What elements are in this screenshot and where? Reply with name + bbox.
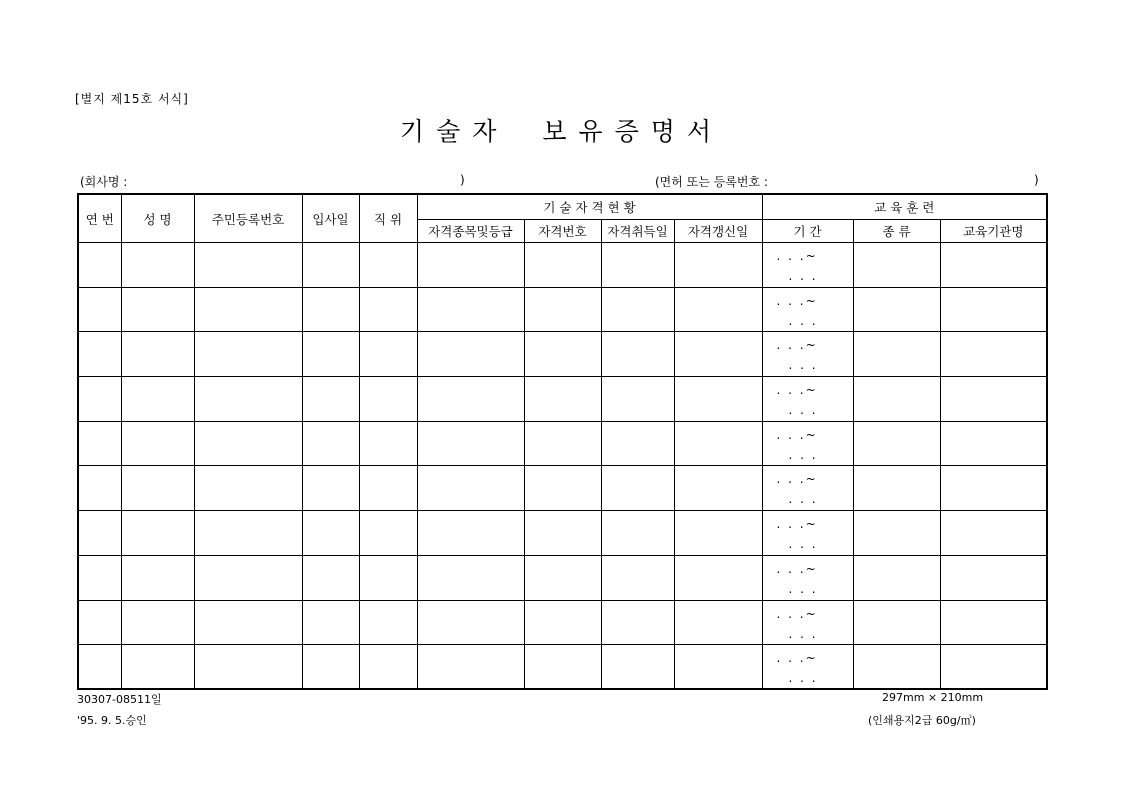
table-cell[interactable] (78, 421, 121, 466)
table-cell[interactable] (194, 377, 302, 422)
table-cell[interactable] (194, 421, 302, 466)
table-cell[interactable] (194, 243, 302, 288)
header-join-date: 입사일 (302, 194, 359, 243)
period-end-placeholder: . . . (788, 581, 818, 596)
table-cell[interactable] (78, 645, 121, 690)
table-cell[interactable] (78, 332, 121, 377)
period-end-placeholder: . . . (788, 358, 818, 373)
table-cell[interactable] (524, 421, 601, 466)
table-cell[interactable] (674, 421, 762, 466)
period-start-placeholder: . . .~ (776, 517, 818, 532)
table-cell[interactable] (601, 377, 674, 422)
header-resident-number: 주민등록번호 (194, 194, 302, 243)
header-qualification-number: 자격번호 (524, 220, 601, 243)
table-cell[interactable] (302, 555, 359, 600)
document-title: 기술자 보유증명서 (399, 117, 724, 146)
table-cell[interactable] (417, 243, 524, 288)
table-cell[interactable] (601, 287, 674, 332)
table-row (78, 645, 1047, 690)
period-start-placeholder: . . .~ (776, 472, 818, 487)
table-cell[interactable] (359, 600, 417, 645)
period-start-placeholder: . . .~ (776, 651, 818, 666)
table-cell[interactable] (524, 555, 601, 600)
header-serial: 연 번 (78, 194, 121, 243)
technician-table (77, 193, 1048, 690)
table-cell[interactable] (940, 600, 1047, 645)
period-end-placeholder: . . . (788, 313, 818, 328)
period-start-placeholder: . . .~ (776, 606, 818, 621)
table-cell[interactable] (359, 377, 417, 422)
header-name: 성 명 (121, 194, 194, 243)
table-cell[interactable] (417, 600, 524, 645)
training-period-cell[interactable] (762, 511, 853, 556)
period-end-placeholder: . . . (788, 671, 818, 686)
table-cell[interactable] (674, 555, 762, 600)
company-name-label: (회사명 : (80, 175, 128, 189)
period-end-placeholder: . . . (788, 269, 818, 283)
table-cell[interactable] (121, 421, 194, 466)
table-cell[interactable] (853, 377, 940, 422)
license-number-close: ) (1034, 173, 1039, 187)
approval-date: '95. 9. 5.승인 (77, 714, 147, 727)
period-start-placeholder: . . .~ (776, 427, 818, 442)
header-training-institution: 교육기관명 (940, 220, 1047, 243)
table-cell[interactable] (674, 332, 762, 377)
header-training-kind: 종 류 (853, 220, 940, 243)
table-cell[interactable] (853, 421, 940, 466)
table-cell[interactable] (121, 332, 194, 377)
table-cell[interactable] (121, 555, 194, 600)
table-cell[interactable] (674, 243, 762, 288)
table-cell[interactable] (853, 645, 940, 690)
training-period-cell[interactable] (762, 555, 853, 600)
table-cell[interactable] (121, 243, 194, 288)
table-cell[interactable] (78, 555, 121, 600)
table-cell[interactable] (78, 600, 121, 645)
table-cell[interactable] (121, 600, 194, 645)
table-cell[interactable] (359, 645, 417, 690)
table-cell[interactable] (417, 466, 524, 511)
table-cell[interactable] (78, 243, 121, 288)
table-cell[interactable] (359, 555, 417, 600)
table-cell[interactable] (194, 511, 302, 556)
training-period-cell[interactable] (762, 600, 853, 645)
header-training-group: 교 육 훈 련 (762, 194, 1047, 220)
table-cell[interactable] (940, 645, 1047, 690)
table-cell[interactable] (302, 466, 359, 511)
form-number-label: [별지 제15호 서식] (75, 92, 189, 106)
table-cell[interactable] (194, 332, 302, 377)
table-cell[interactable] (940, 332, 1047, 377)
table-cell[interactable] (674, 377, 762, 422)
table-cell[interactable] (194, 466, 302, 511)
table-cell[interactable] (601, 243, 674, 288)
period-end-placeholder: . . . (788, 403, 818, 418)
table-cell[interactable] (601, 645, 674, 690)
table-cell[interactable] (853, 600, 940, 645)
training-period-cell[interactable] (762, 377, 853, 422)
training-period-cell[interactable] (762, 645, 853, 690)
table-cell[interactable] (853, 466, 940, 511)
table-body (78, 243, 1047, 690)
table-cell[interactable] (359, 287, 417, 332)
table-cell[interactable] (417, 421, 524, 466)
period-end-placeholder: . . . (788, 492, 818, 507)
form-code: 30307-08511일 (77, 693, 162, 706)
table-cell[interactable] (121, 377, 194, 422)
table-cell[interactable] (674, 511, 762, 556)
training-period-cell[interactable] (762, 287, 853, 332)
table-row (78, 287, 1047, 332)
header-qualification-group: 기 술 자 격 현 황 (417, 194, 762, 220)
table-cell[interactable] (194, 287, 302, 332)
table-cell[interactable] (302, 645, 359, 690)
table-cell[interactable] (359, 332, 417, 377)
table-cell[interactable] (524, 511, 601, 556)
table-cell[interactable] (674, 466, 762, 511)
table-cell[interactable] (359, 421, 417, 466)
table-cell[interactable] (524, 332, 601, 377)
table-cell[interactable] (78, 377, 121, 422)
table-cell[interactable] (302, 243, 359, 288)
table-row (78, 421, 1047, 466)
table-cell[interactable] (601, 555, 674, 600)
table-cell[interactable] (302, 421, 359, 466)
table-cell[interactable] (78, 287, 121, 332)
table-cell[interactable] (417, 511, 524, 556)
table-cell[interactable] (524, 243, 601, 288)
table-cell[interactable] (524, 645, 601, 690)
period-end-placeholder: . . . (788, 447, 818, 462)
table-cell[interactable] (417, 645, 524, 690)
header-training-period: 기 간 (762, 220, 853, 243)
training-period-cell[interactable] (762, 421, 853, 466)
table-cell[interactable] (417, 377, 524, 422)
table-cell[interactable] (121, 466, 194, 511)
table-cell[interactable] (524, 466, 601, 511)
table-cell[interactable] (417, 287, 524, 332)
table-cell[interactable] (302, 600, 359, 645)
table-cell[interactable] (674, 287, 762, 332)
training-period-cell[interactable] (762, 466, 853, 511)
table-cell[interactable] (359, 511, 417, 556)
license-number-label: (면허 또는 등록번호 : (655, 175, 768, 189)
header-qualification-renewal: 자격갱신일 (674, 220, 762, 243)
table-cell[interactable] (417, 332, 524, 377)
training-period-cell[interactable] (762, 243, 853, 288)
table-cell[interactable] (940, 377, 1047, 422)
period-start-placeholder: . . .~ (776, 383, 818, 398)
header-qualification-acquired: 자격취득일 (601, 220, 674, 243)
table-cell[interactable] (853, 287, 940, 332)
table-cell[interactable] (121, 511, 194, 556)
table-cell[interactable] (78, 511, 121, 556)
table-cell[interactable] (302, 511, 359, 556)
table-cell[interactable] (940, 421, 1047, 466)
table-cell[interactable] (853, 555, 940, 600)
table-cell[interactable] (601, 421, 674, 466)
table-cell[interactable] (417, 555, 524, 600)
table-cell[interactable] (940, 243, 1047, 288)
company-name-close: ) (460, 173, 465, 187)
table-row (78, 332, 1047, 377)
table-cell[interactable] (524, 600, 601, 645)
table-cell[interactable] (359, 466, 417, 511)
table-cell[interactable] (674, 645, 762, 690)
table-cell[interactable] (940, 511, 1047, 556)
table-cell[interactable] (853, 243, 940, 288)
training-period-cell[interactable] (762, 332, 853, 377)
table-cell[interactable] (524, 377, 601, 422)
table-row (78, 555, 1047, 600)
table-cell[interactable] (601, 511, 674, 556)
table-cell[interactable] (78, 466, 121, 511)
table-cell[interactable] (121, 645, 194, 690)
table-cell[interactable] (853, 332, 940, 377)
table-cell[interactable] (524, 287, 601, 332)
paper-spec: (인쇄용지2급 60g/㎡) (868, 714, 976, 727)
table-row (78, 466, 1047, 511)
period-start-placeholder: . . .~ (776, 249, 818, 263)
table-cell[interactable] (601, 332, 674, 377)
table-cell[interactable] (302, 287, 359, 332)
table-row (78, 600, 1047, 645)
table-cell[interactable] (674, 600, 762, 645)
table-cell[interactable] (601, 600, 674, 645)
table-cell[interactable] (121, 287, 194, 332)
period-start-placeholder: . . .~ (776, 561, 818, 576)
period-end-placeholder: . . . (788, 537, 818, 552)
header-position: 직 위 (359, 194, 417, 243)
table-row (78, 377, 1047, 422)
period-start-placeholder: . . .~ (776, 338, 818, 353)
table-cell[interactable] (359, 243, 417, 288)
period-start-placeholder: . . .~ (776, 293, 818, 308)
table-cell[interactable] (940, 555, 1047, 600)
table-cell[interactable] (302, 377, 359, 422)
table-cell[interactable] (940, 466, 1047, 511)
table-cell[interactable] (194, 645, 302, 690)
paper-size: 297mm × 210mm (882, 691, 984, 704)
header-qualification-type: 자격종목및등급 (417, 220, 524, 243)
table-cell[interactable] (302, 332, 359, 377)
period-end-placeholder: . . . (788, 626, 818, 641)
table-cell[interactable] (194, 555, 302, 600)
table-cell[interactable] (194, 600, 302, 645)
table-cell[interactable] (940, 287, 1047, 332)
table-cell[interactable] (601, 466, 674, 511)
table-row (78, 511, 1047, 556)
table-row (78, 243, 1047, 288)
table-cell[interactable] (853, 511, 940, 556)
